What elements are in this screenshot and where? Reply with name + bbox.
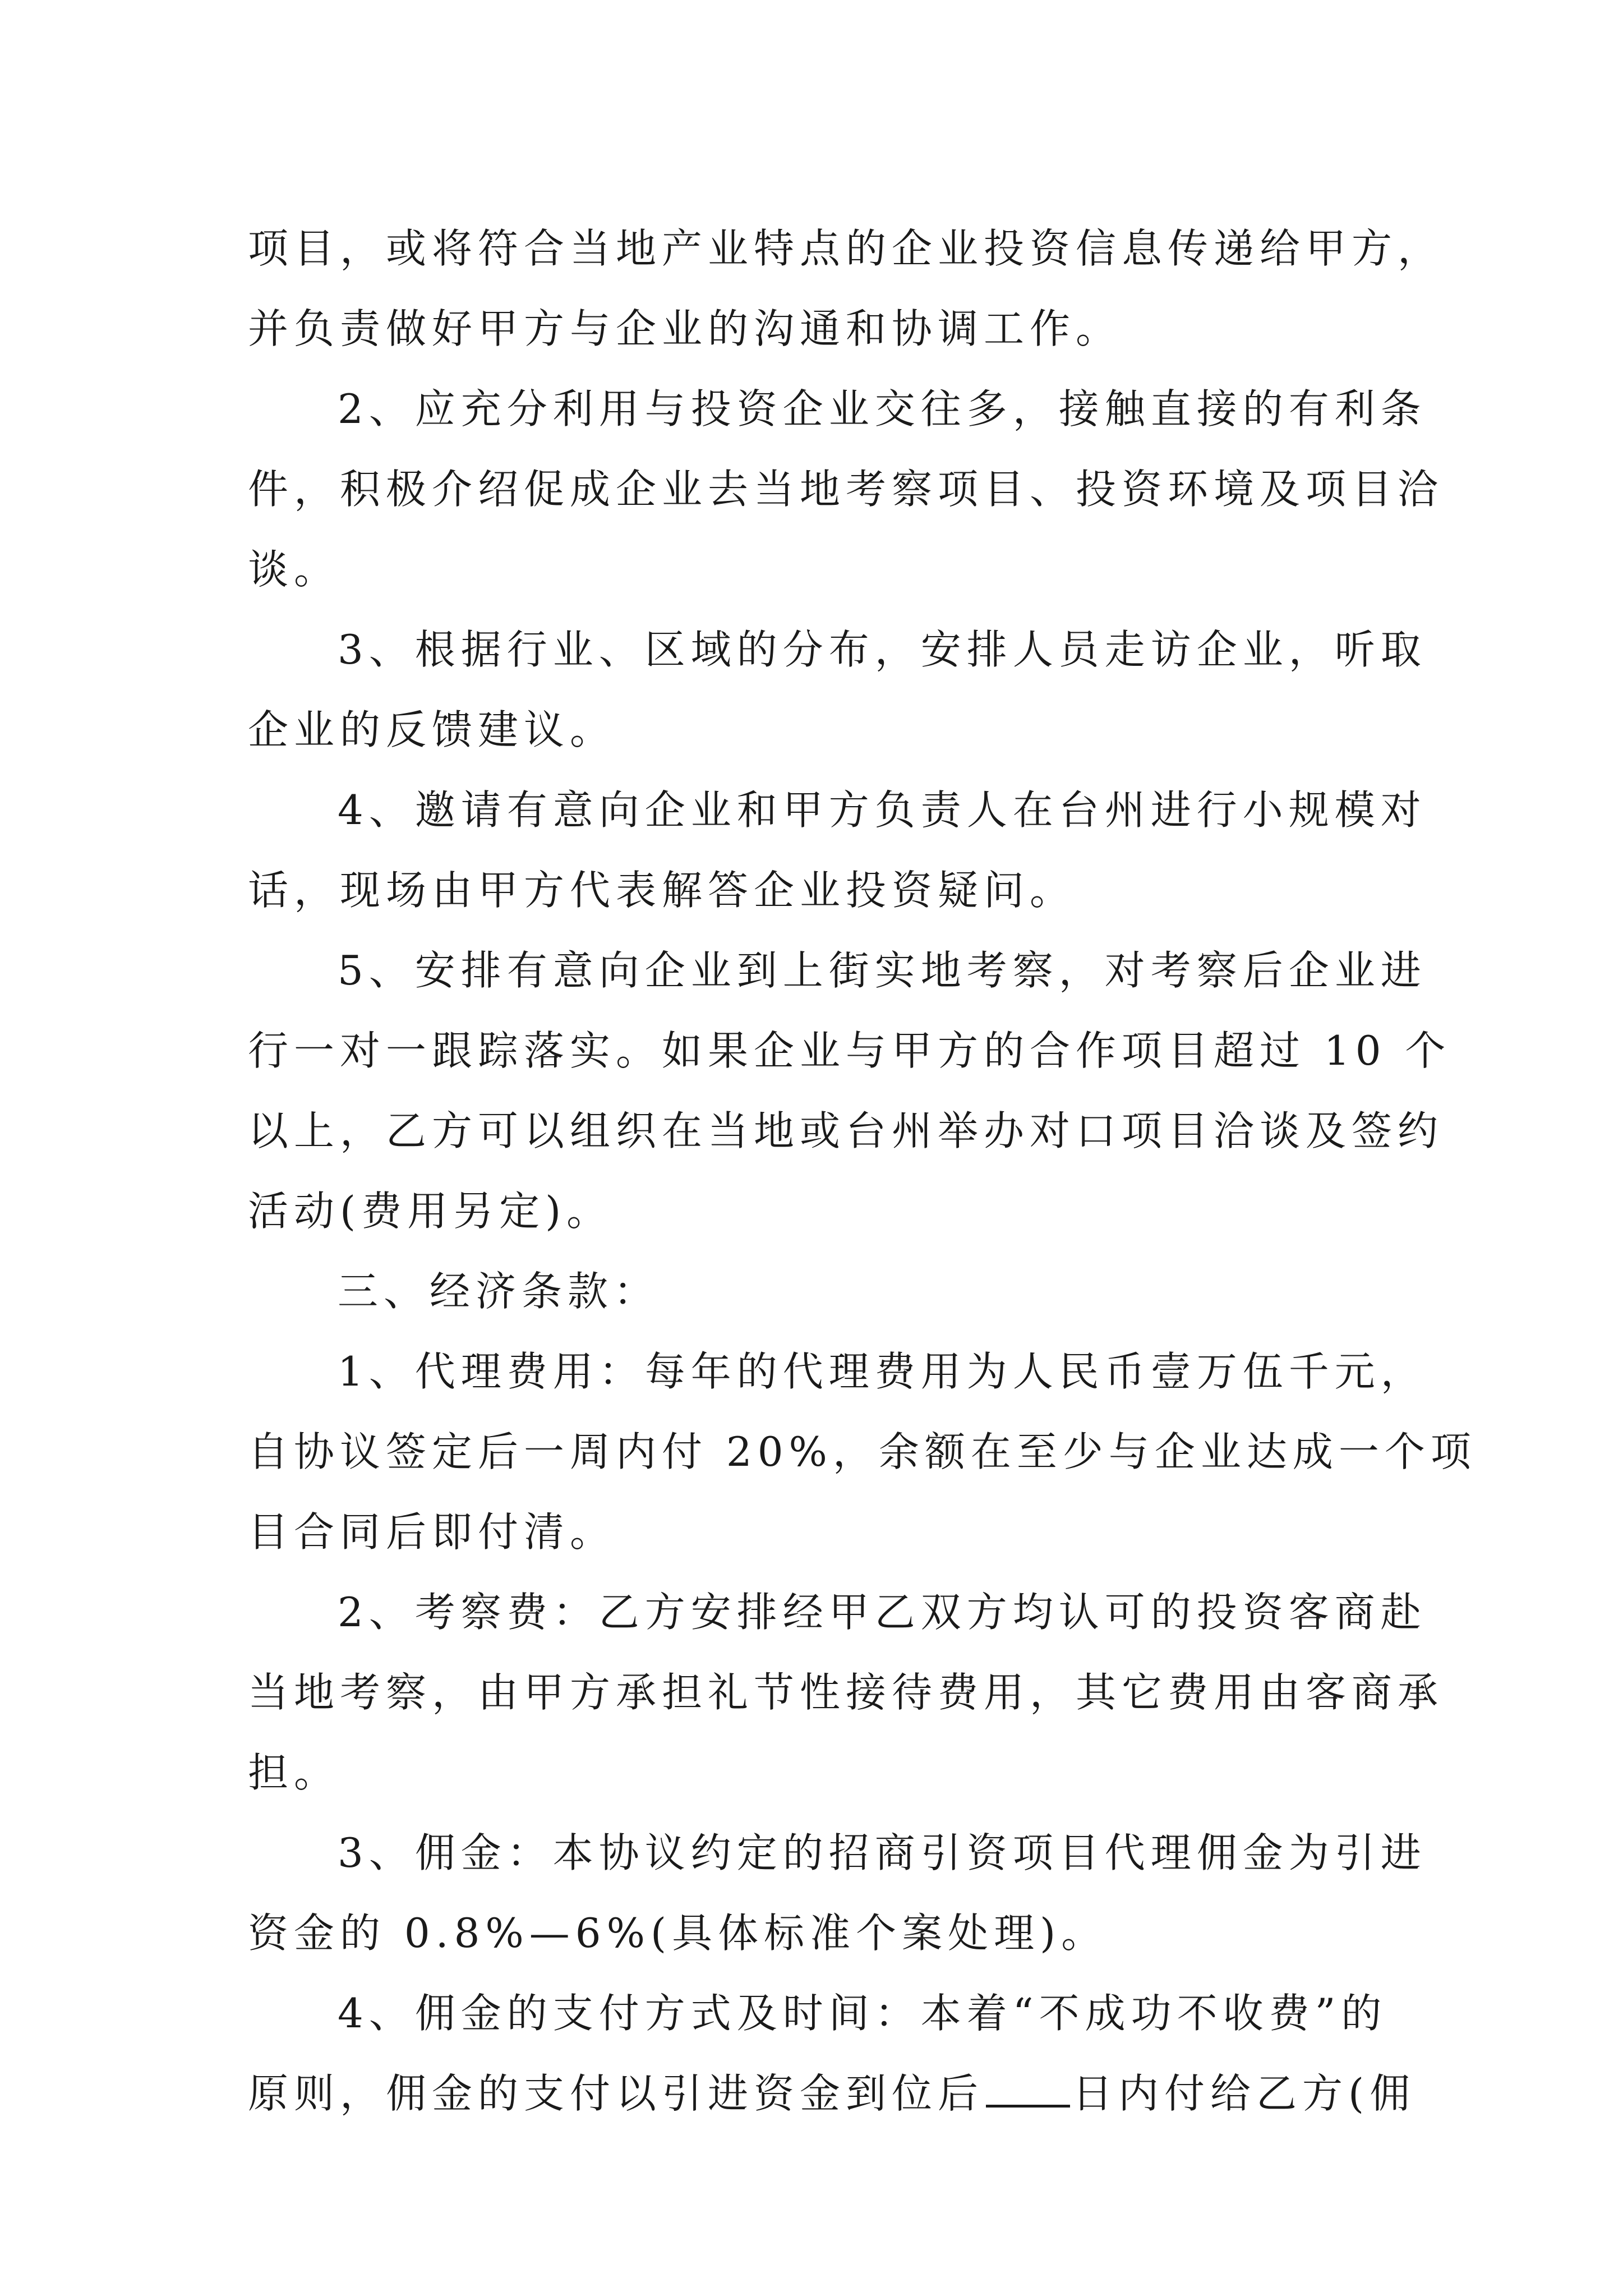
text-segment: 日内付给乙方(佣: [1072, 2070, 1416, 2117]
text-line: 当地考察，由甲方承担礼节性接待费用，其它费用由客商承: [248, 1669, 1444, 1716]
text-line: 资金的 0.8%—6%(具体标准个案处理)。: [248, 1910, 1108, 1957]
paragraph-item-3-commission: 3、佣金：本协议约定的招商引资项目代理佣金为引进: [338, 1829, 1427, 1876]
text-segment: 原则，佣金的支付以引进资金到位后: [248, 2070, 984, 2117]
section-heading: 三、经济条款：: [338, 1268, 660, 1315]
fill-in-blank: [986, 2073, 1070, 2108]
text-line: [248, 2054, 1416, 2134]
paragraph-item-2: 2、应充分利用与投资企业交往多，接触直接的有利条: [338, 385, 1427, 432]
text-line: 目合同后即付清。: [248, 1508, 616, 1556]
text-line: 话，现场由甲方代表解答企业投资疑问。: [248, 867, 1076, 914]
text-line: 担。: [248, 1749, 340, 1796]
text-line: 自协议签定后一周内付 20%，余额在至少与企业达成一个项: [248, 1428, 1477, 1475]
paragraph-item-4: 4、邀请有意向企业和甲方负责人在台州进行小规模对: [338, 786, 1427, 834]
text-line: 行一对一跟踪落实。如果企业与甲方的合作项目超过 10 个: [248, 1027, 1451, 1074]
paragraph-item-2-inspection-fee: 2、考察费：乙方安排经甲乙双方均认可的投资客商赴: [338, 1589, 1427, 1636]
paragraph-item-4-payment: 4、佣金的支付方式及时间：本着“不成功不收费”的: [338, 1990, 1387, 2037]
text-line: 并负责做好甲方与企业的沟通和协调工作。: [248, 305, 1122, 352]
paragraph-item-3: 3、根据行业、区域的分布，安排人员走访企业，听取: [338, 626, 1427, 673]
text-line: 企业的反馈建议。: [248, 706, 616, 753]
text-line: 件，积极介绍促成企业去当地考察项目、投资环境及项目洽: [248, 466, 1444, 513]
text-line: 活动(费用另定)。: [248, 1188, 613, 1235]
text-line: 谈。: [248, 546, 340, 593]
document-body: [248, 209, 1477, 2134]
text-line: 项目，或将符合当地产业特点的企业投资信息传递给甲方，: [248, 225, 1444, 272]
text-line: 以上，乙方可以组织在当地或台州举办对口项目洽谈及签约: [248, 1107, 1444, 1154]
paragraph-item-1-agency-fee: 1、代理费用：每年的代理费用为人民币壹万伍千元，: [338, 1348, 1427, 1395]
paragraph-item-5: 5、安排有意向企业到上街实地考察，对考察后企业进: [338, 947, 1427, 994]
